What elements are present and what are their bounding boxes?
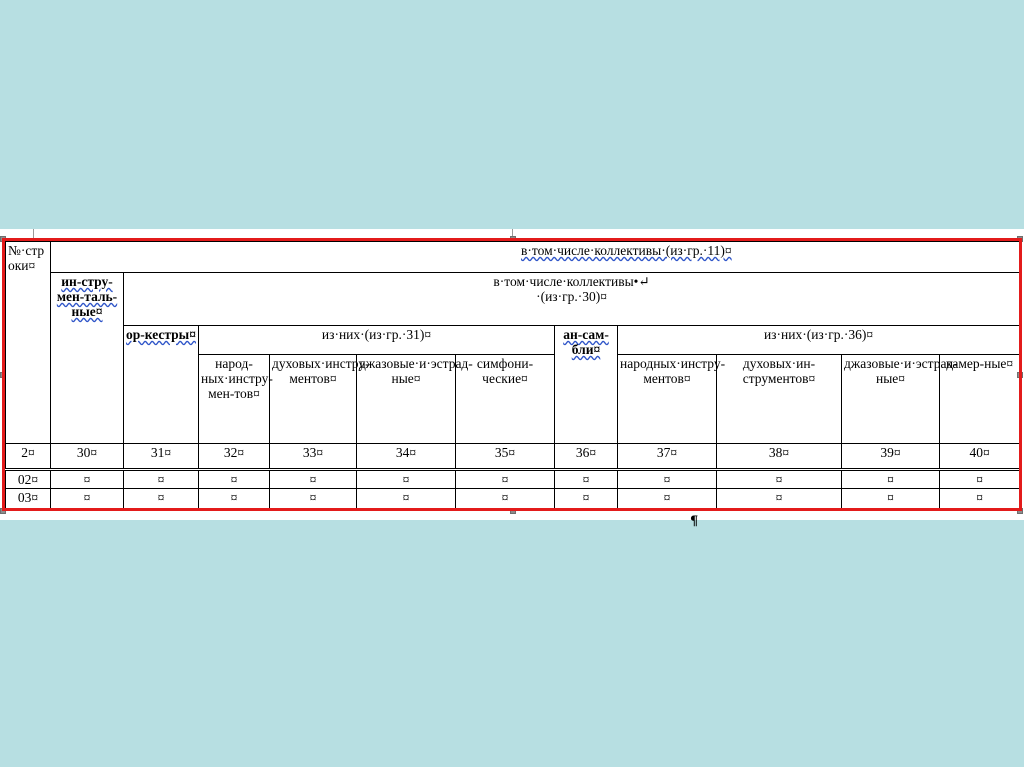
table-cell[interactable]: ¤ [124, 489, 199, 509]
header-row-3 [6, 326, 1020, 355]
of-them-36-header: из·них·(из·гр.·36)¤ [618, 326, 1020, 355]
table-row [6, 470, 1020, 489]
table-cell[interactable]: ¤ [940, 470, 1020, 489]
table-cell[interactable]: ¤ [357, 489, 456, 509]
col-wind-instruments-2: духовых·ин-струментов¤ [717, 355, 842, 444]
row-code-cell[interactable]: 03¤ [6, 489, 51, 509]
ensembles-header-text: ан-сам-бли¤ [563, 327, 609, 357]
row-code-cell[interactable]: 02¤ [6, 470, 51, 489]
table-cell[interactable]: ¤ [124, 470, 199, 489]
sub-group-header-line1: в·том·числе·коллективы•↵ [493, 274, 650, 289]
col-folk-instruments-2: народных·инстру-ментов¤ [618, 355, 717, 444]
row-number-header: №·стр оки¤ [6, 242, 51, 444]
table-cell[interactable]: ¤ [618, 470, 717, 489]
top-group-header [51, 242, 1020, 273]
col-jazz-estrada: джазовые·и·эстрад-ные¤ [357, 355, 456, 444]
statistics-table [5, 241, 1020, 509]
table-cell[interactable]: ¤ [456, 470, 555, 489]
numbering-cell[interactable]: 32¤ [199, 444, 270, 470]
numbering-cell[interactable]: 36¤ [555, 444, 618, 470]
table-cell[interactable]: ¤ [270, 489, 357, 509]
table-cell[interactable]: ¤ [717, 489, 842, 509]
table-cell[interactable]: ¤ [270, 470, 357, 489]
ensembles-header [555, 326, 618, 444]
table-cell[interactable]: ¤ [842, 470, 940, 489]
table-cell[interactable]: ¤ [618, 489, 717, 509]
header-row-2 [6, 273, 1020, 326]
numbering-cell[interactable]: 34¤ [357, 444, 456, 470]
of-them-31-header: из·них·(из·гр.·31)¤ [199, 326, 555, 355]
table-cell[interactable]: ¤ [357, 470, 456, 489]
table-cell[interactable]: ¤ [199, 470, 270, 489]
numbering-cell[interactable]: 39¤ [842, 444, 940, 470]
numbering-cell[interactable]: 37¤ [618, 444, 717, 470]
instrumental-header-text: ин-стру-мен-таль-ные¤ [56, 274, 118, 319]
orchestras-header [124, 326, 199, 444]
numbering-cell[interactable]: 2¤ [6, 444, 51, 470]
sub-group-header-line2: ·(из·гр.·30)¤ [536, 289, 608, 304]
table-cell[interactable]: ¤ [456, 489, 555, 509]
numbering-cell[interactable]: 30¤ [51, 444, 124, 470]
paragraph-mark: ¶ [690, 514, 699, 529]
header-row-1 [6, 242, 1020, 273]
table-move-marker[interactable] [33, 229, 34, 239]
col-symphonic: симфони-ческие¤ [456, 355, 555, 444]
numbering-cell[interactable]: 40¤ [940, 444, 1020, 470]
col-chamber: камер-ные¤ [940, 355, 1020, 444]
table-cell[interactable]: ¤ [940, 489, 1020, 509]
table-row [6, 489, 1020, 509]
orchestras-header-text: ор-кестры¤ [126, 327, 196, 342]
table-cell[interactable]: ¤ [51, 470, 124, 489]
numbering-row [6, 444, 1020, 470]
sub-group-header [124, 273, 1020, 326]
numbering-cell[interactable]: 35¤ [456, 444, 555, 470]
instrumental-header [51, 273, 124, 444]
table-cell[interactable]: ¤ [717, 470, 842, 489]
table-cell[interactable]: ¤ [51, 489, 124, 509]
numbering-cell[interactable]: 31¤ [124, 444, 199, 470]
table-cell[interactable]: ¤ [555, 470, 618, 489]
table-cell[interactable]: ¤ [199, 489, 270, 509]
numbering-cell[interactable]: 33¤ [270, 444, 357, 470]
table-cell[interactable]: ¤ [555, 489, 618, 509]
col-jazz-estrada-2: джазовые·и·эстрад-ные¤ [842, 355, 940, 444]
top-group-header-text: в·том·числе·коллективы·(из·гр.·11)¤ [521, 243, 732, 258]
numbering-cell[interactable]: 38¤ [717, 444, 842, 470]
col-wind-instruments: духовых·инстру-ментов¤ [270, 355, 357, 444]
col-folk-instruments: народ-ных·инстру-мен-тов¤ [199, 355, 270, 444]
table-cell[interactable]: ¤ [842, 489, 940, 509]
